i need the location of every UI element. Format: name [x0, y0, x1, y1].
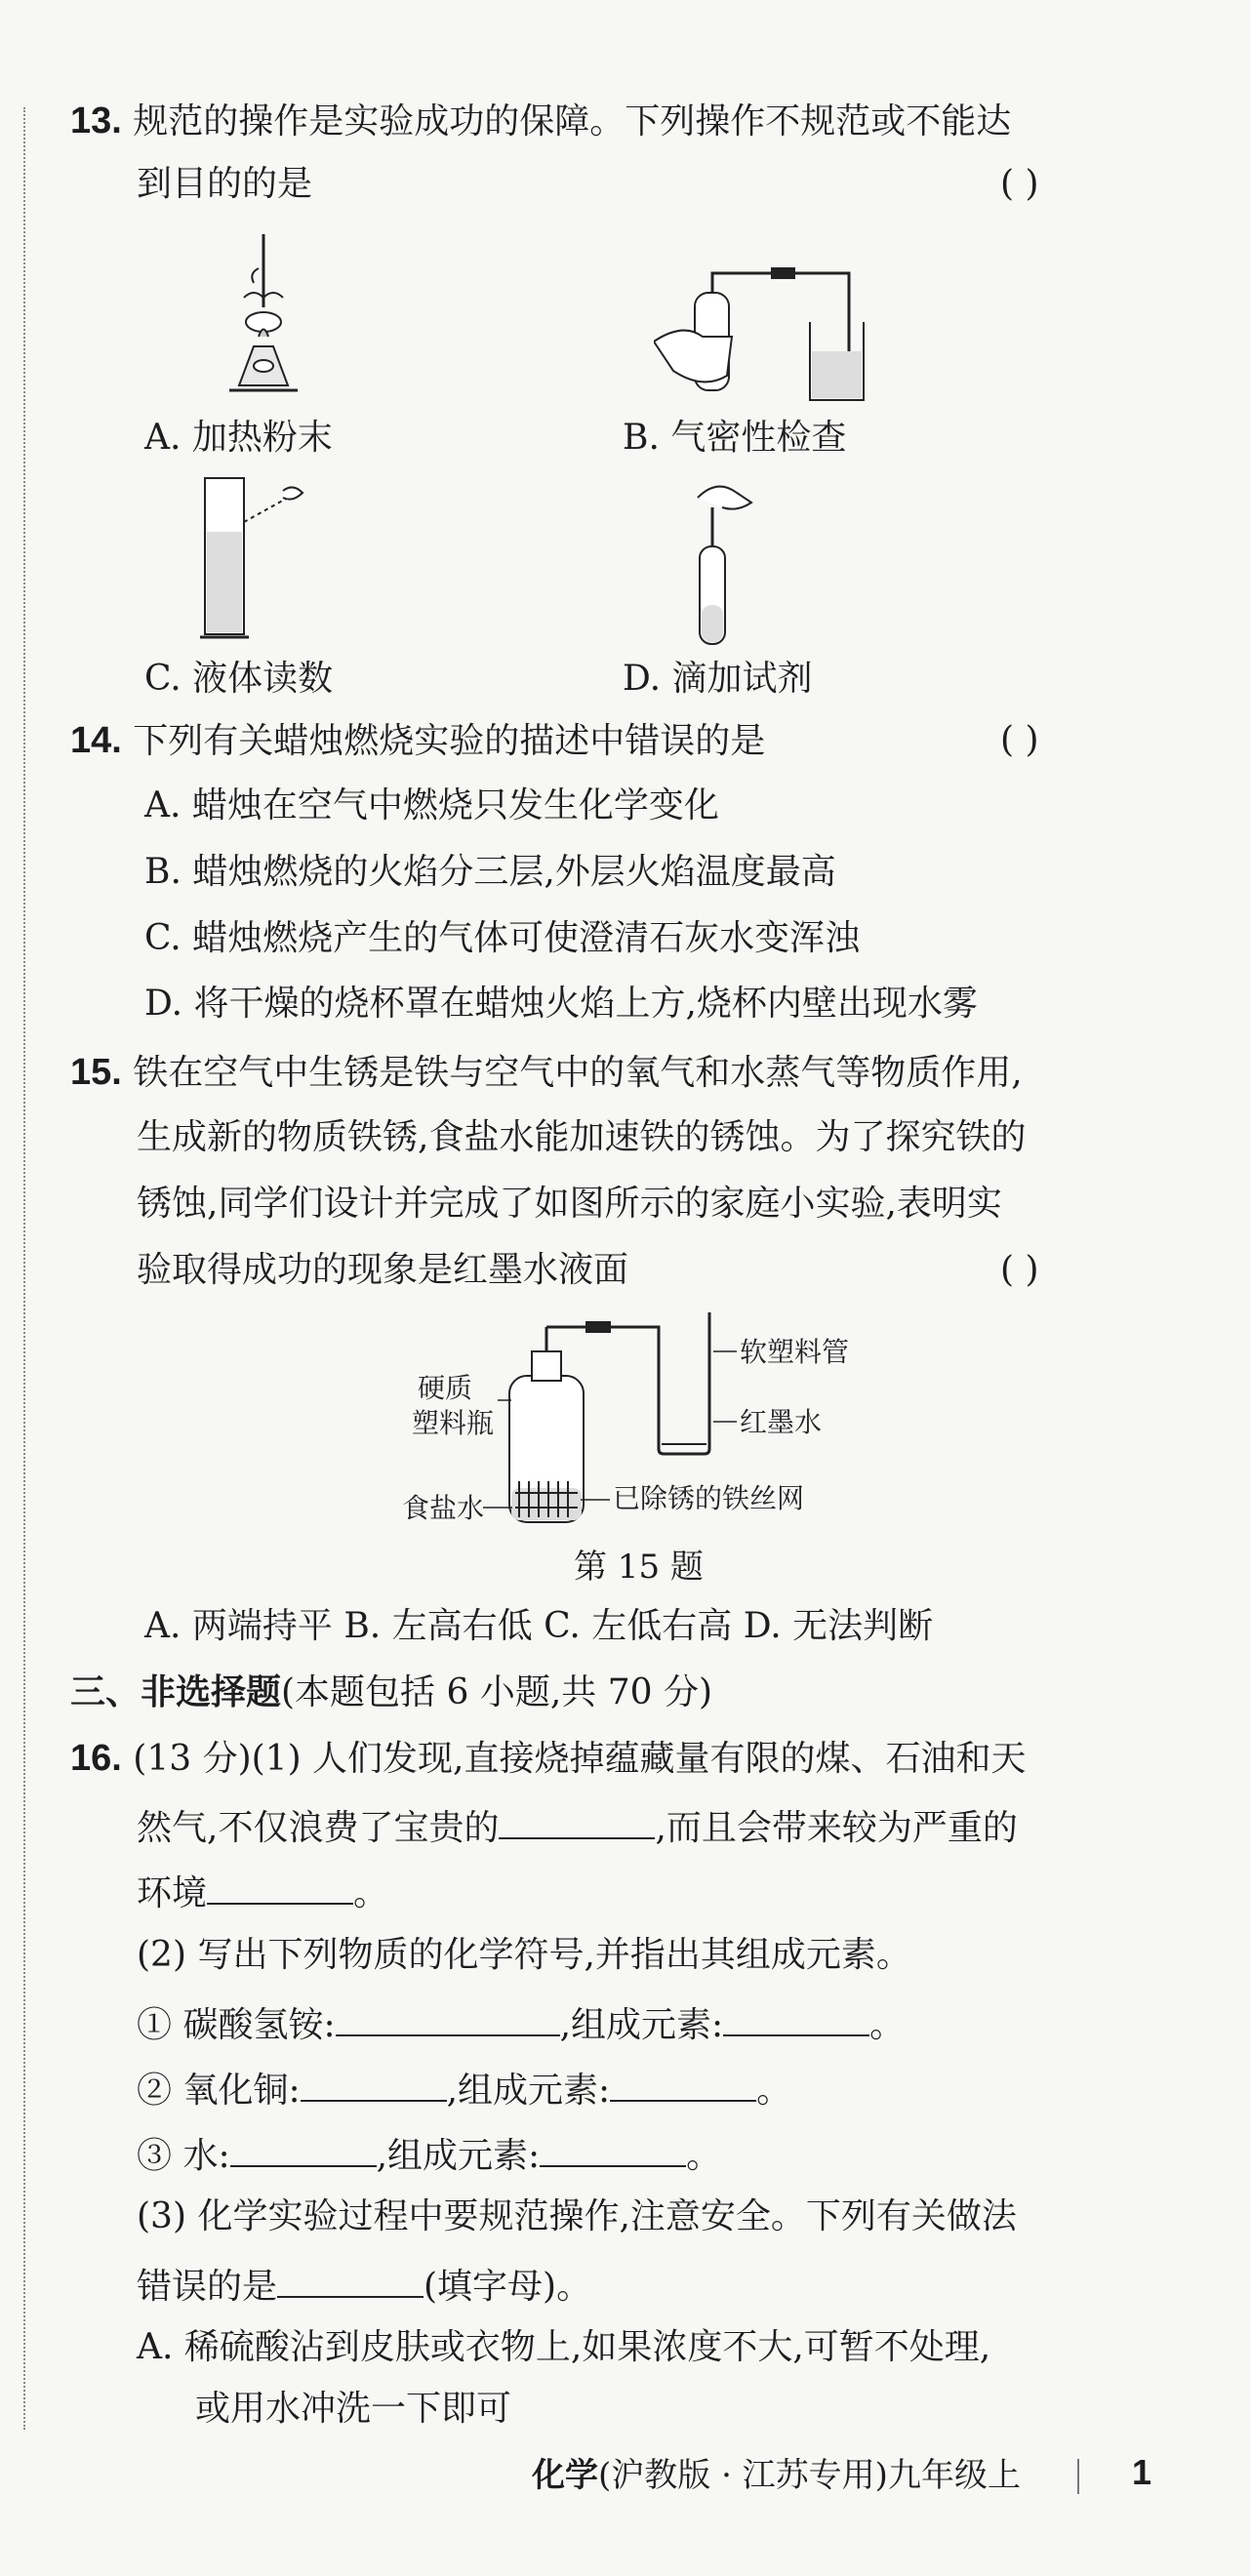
- q16-line3: 环境 。: [137, 1866, 388, 1917]
- q16-option-a-line2: 或用水冲洗一下即可: [195, 2389, 512, 2429]
- q15-stem-line4: 验取得成功的现象是红墨水液面: [137, 1250, 629, 1290]
- q16-number: 16.: [70, 1738, 122, 1779]
- q16-blank-2[interactable]: [207, 1866, 353, 1905]
- page-number: 1: [1132, 2452, 1152, 2492]
- q14-answer-paren: ( ): [1000, 720, 1039, 760]
- q16-line2: 然气,不仅浪费了宝贵的 ,而且会带来较为严重的: [137, 1800, 1018, 1852]
- q14-stem: 14. 下列有关蜡烛燃烧实验的描述中错误的是: [70, 720, 766, 761]
- q14-option-d: D. 将干燥的烧杯罩在蜡烛火焰上方,烧杯内壁出现水雾: [144, 984, 978, 1024]
- q13-option-d: D. 滴加试剂: [623, 659, 813, 699]
- q15-options: A. 两端持平 B. 左高右低 C. 左低右高 D. 无法判断: [144, 1606, 934, 1646]
- q16-part3-line1: (3) 化学实验过程中要规范操作,注意安全。下列有关做法: [137, 2196, 1017, 2236]
- q13-option-b: B. 气密性检查: [623, 418, 847, 458]
- q16-blank-9[interactable]: [277, 2259, 424, 2298]
- figure-airtightness-check: [654, 254, 868, 410]
- figure-heating-powder: [205, 229, 322, 405]
- q14-option-b: B. 蜡烛燃烧的火焰分三层,外层火焰温度最高: [144, 852, 836, 892]
- footer-edition: (沪教版 · 江苏专用)九年级上: [598, 2456, 1021, 2495]
- q13-option-a: A. 加热粉末: [144, 418, 333, 458]
- q13-answer-paren: ( ): [1000, 164, 1039, 204]
- label-salt-water: 食盐水: [402, 1492, 485, 1524]
- figure-dropping-reagent: [678, 478, 786, 654]
- q16-item1: ① 碳酸氢铵: ,组成元素: 。: [137, 1997, 905, 2049]
- label-hard-bottle-2: 塑料瓶: [412, 1407, 495, 1439]
- footer-separator: [1077, 2459, 1079, 2494]
- label-soft-tube: 软塑料管: [740, 1336, 850, 1368]
- q16-item2: ② 氧化铜: ,组成元素: 。: [137, 2063, 791, 2114]
- q16-option-a-line1: A. 稀硫酸沾到皮肤或衣物上,如果浓度不大,可暂不处理,: [137, 2327, 991, 2367]
- footer-book-title: [532, 2454, 1021, 2497]
- binding-margin-line: [23, 107, 25, 2430]
- q14-option-c: C. 蜡烛燃烧产生的气体可使澄清石灰水变浑浊: [144, 918, 861, 958]
- q16-line1: 16. (13 分)(1) 人们发现,直接烧掉蕴藏量有限的煤、石油和天: [70, 1738, 1027, 1779]
- q16-part2: (2) 写出下列物质的化学符号,并指出其组成元素。: [137, 1935, 911, 1975]
- q16-blank-1[interactable]: [499, 1800, 655, 1839]
- q15-caption: 第 15 题: [574, 1548, 704, 1587]
- figure-liquid-reading: [195, 473, 312, 649]
- q16-blank-5[interactable]: [301, 2063, 447, 2102]
- label-hard-bottle-1: 硬质: [418, 1372, 473, 1404]
- figure-q15-apparatus: [390, 1308, 859, 1542]
- q14-option-a: A. 蜡烛在空气中燃烧只发生化学变化: [144, 785, 719, 825]
- q13-stem-line2: 到目的的是: [137, 164, 313, 204]
- q13-number: 13.: [70, 101, 122, 141]
- label-red-ink: 红墨水: [740, 1406, 823, 1438]
- q16-blank-4[interactable]: [723, 1997, 869, 2036]
- q16-blank-3[interactable]: [336, 1997, 560, 2036]
- q15-answer-paren: ( ): [1000, 1250, 1039, 1290]
- q14-number: 14.: [70, 720, 122, 761]
- q16-item3: ③ 水: ,组成元素: 。: [137, 2128, 721, 2180]
- footer-subject: 化学: [532, 2456, 598, 2495]
- q16-part3-line2: 错误的是 (填字母)。: [137, 2259, 591, 2311]
- section3-heading: 三、非选择题(本题包括 6 小题,共 70 分): [70, 1671, 713, 1712]
- q15-stem-line3: 锈蚀,同学们设计并完成了如图所示的家庭小实验,表明实: [137, 1184, 1002, 1224]
- q16-blank-6[interactable]: [610, 2063, 756, 2102]
- q13-stem-line1: 13. 规范的操作是实验成功的保障。下列操作不规范或不能达: [70, 101, 1012, 141]
- q16-blank-7[interactable]: [230, 2128, 377, 2167]
- label-iron-mesh: 已除锈的铁丝网: [613, 1482, 805, 1514]
- q15-stem-line1: 15. 铁在空气中生锈是铁与空气中的氧气和水蒸气等物质作用,: [70, 1052, 1023, 1093]
- q15-number: 15.: [70, 1052, 122, 1093]
- q13-option-c: C. 液体读数: [144, 659, 334, 699]
- q16-blank-8[interactable]: [540, 2128, 686, 2167]
- q15-stem-line2: 生成新的物质铁锈,食盐水能加速铁的锈蚀。为了探究铁的: [137, 1117, 1027, 1157]
